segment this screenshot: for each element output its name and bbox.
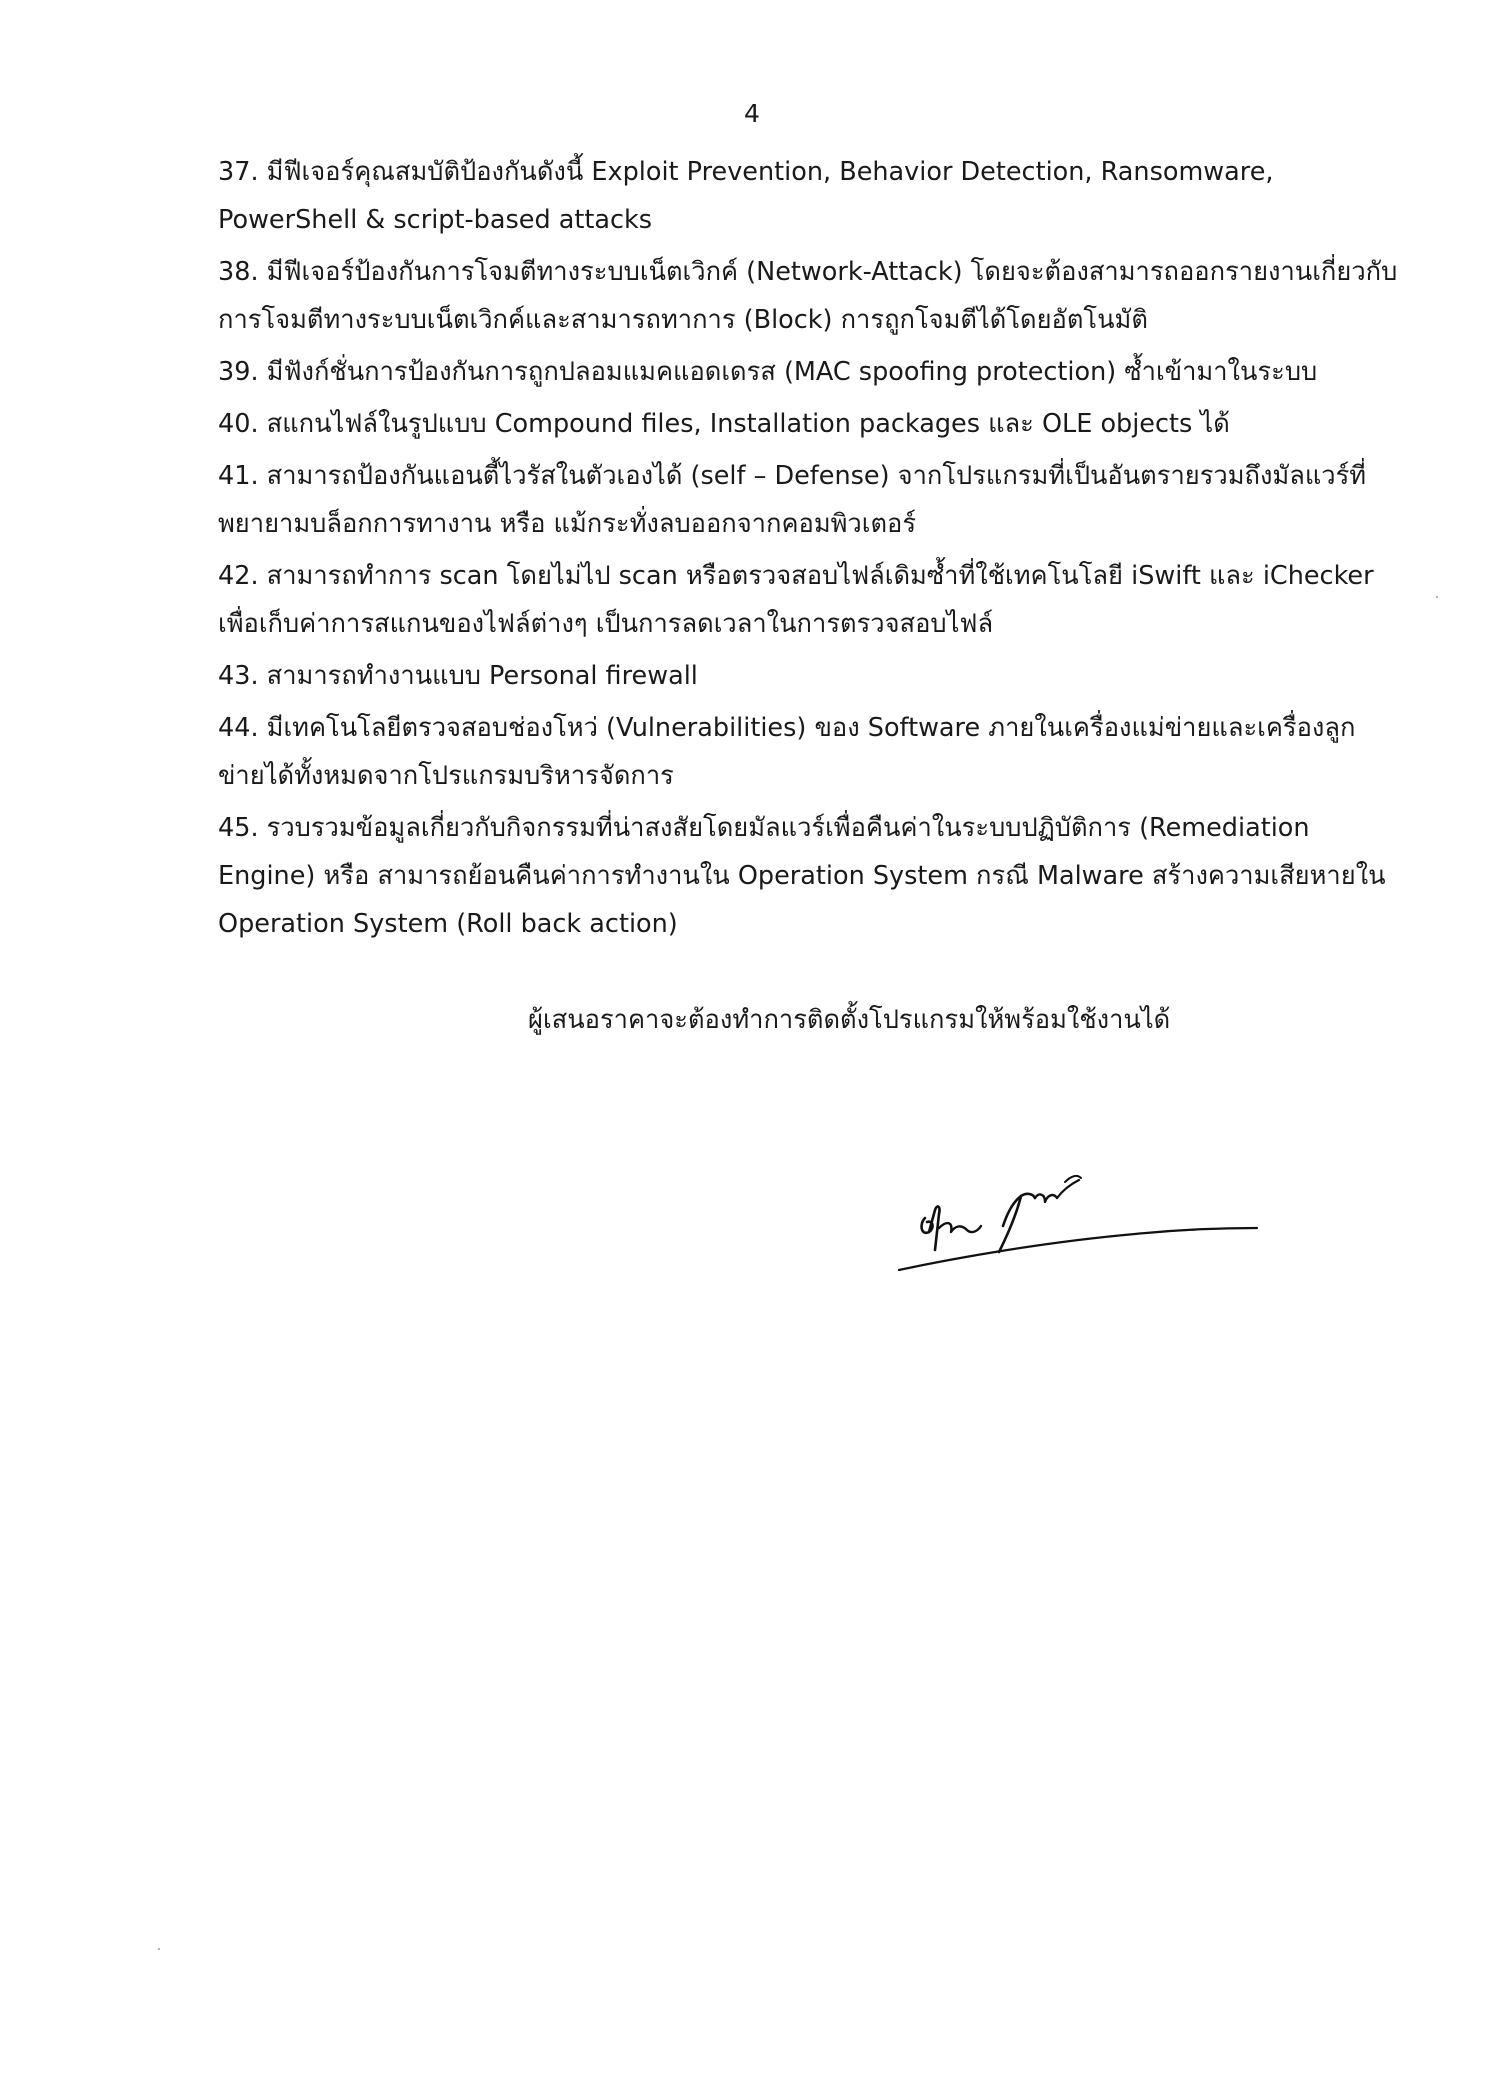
handwritten-signature (895, 1140, 1265, 1280)
list-item: 44. มีเทคโนโลยีตรวจสอบช่องโหว่ (Vulnerabilities) ของ Software ภายในเครื่องแม่ข่ายและเครื่องลูกข่ายได้ทั้งหมดจากโปรแกรมบริหารจัดการ (218, 713, 1356, 791)
page-number: 4 (744, 99, 760, 128)
scan-speck (1436, 596, 1438, 598)
list-item: 43. สามารถทำงานแบบ Personal firewall (218, 661, 698, 691)
list-item: 42. สามารถทำการ scan โดยไม่ไป scan หรือตรวจสอบไฟล์เดิมซ้ำที่ใช้เทคโนโลยี iSwift และ iChecker เพื่อเก็บค่าการสแกนของไฟล์ต่างๆ เป็นการลดเวลาในการตรวจสอบไฟล์ (218, 561, 1374, 639)
list-item: 39. มีฟังก์ชั่นการป้องกันการถูกปลอมแมคแอดเดรส (MAC spoofing protection) ซ้ำเข้ามาในระบบ (218, 357, 1318, 387)
list-item: 38. มีฟีเจอร์ป้องกันการโจมตีทางระบบเน็ตเวิกค์ (Network-Attack) โดยจะต้องสามารถออกรายงานเกี่ยวกับการโจมตีทางระบบเน็ตเวิกค์และสามารถทาการ (Block) การถูกโจมตีได้โดยอัตโนมัติ (218, 257, 1398, 335)
closing-statement: ผู้เสนอราคาจะต้องทำการติดตั้งโปรแกรมให้พร้อมใช้งานได้ (528, 1005, 1171, 1035)
scan-speck (158, 1948, 160, 1950)
specification-list (218, 148, 1398, 952)
list-item: 45. รวบรวมข้อมูลเกี่ยวกับกิจกรรมที่น่าสงสัยโดยมัลแวร์เพื่อคืนค่าในระบบปฏิบัติการ (Remediation Engine) หรือ สามารถย้อนคืนค่าการทำงานใน Operation System กรณี Malware สร้างความเสียหายใน Operation System (Roll back action) (218, 813, 1386, 939)
list-item: 41. สามารถป้องกันแอนตี้ไวรัสในตัวเองได้ (self – Defense) จากโปรแกรมที่เป็นอันตรายรวมถึงมัลแวร์ที่พยายามบล็อกการทางาน หรือ แม้กระทั่งลบออกจากคอมพิวเตอร์ (218, 461, 1367, 539)
list-item: 37. มีฟีเจอร์คุณสมบัติป้องกันดังนี้ Exploit Prevention, Behavior Detection, Ransomware, PowerShell & script-based attacks (218, 157, 1274, 235)
list-item: 40. สแกนไฟล์ในรูปแบบ Compound files, Installation packages และ OLE objects ได้ (218, 409, 1230, 439)
